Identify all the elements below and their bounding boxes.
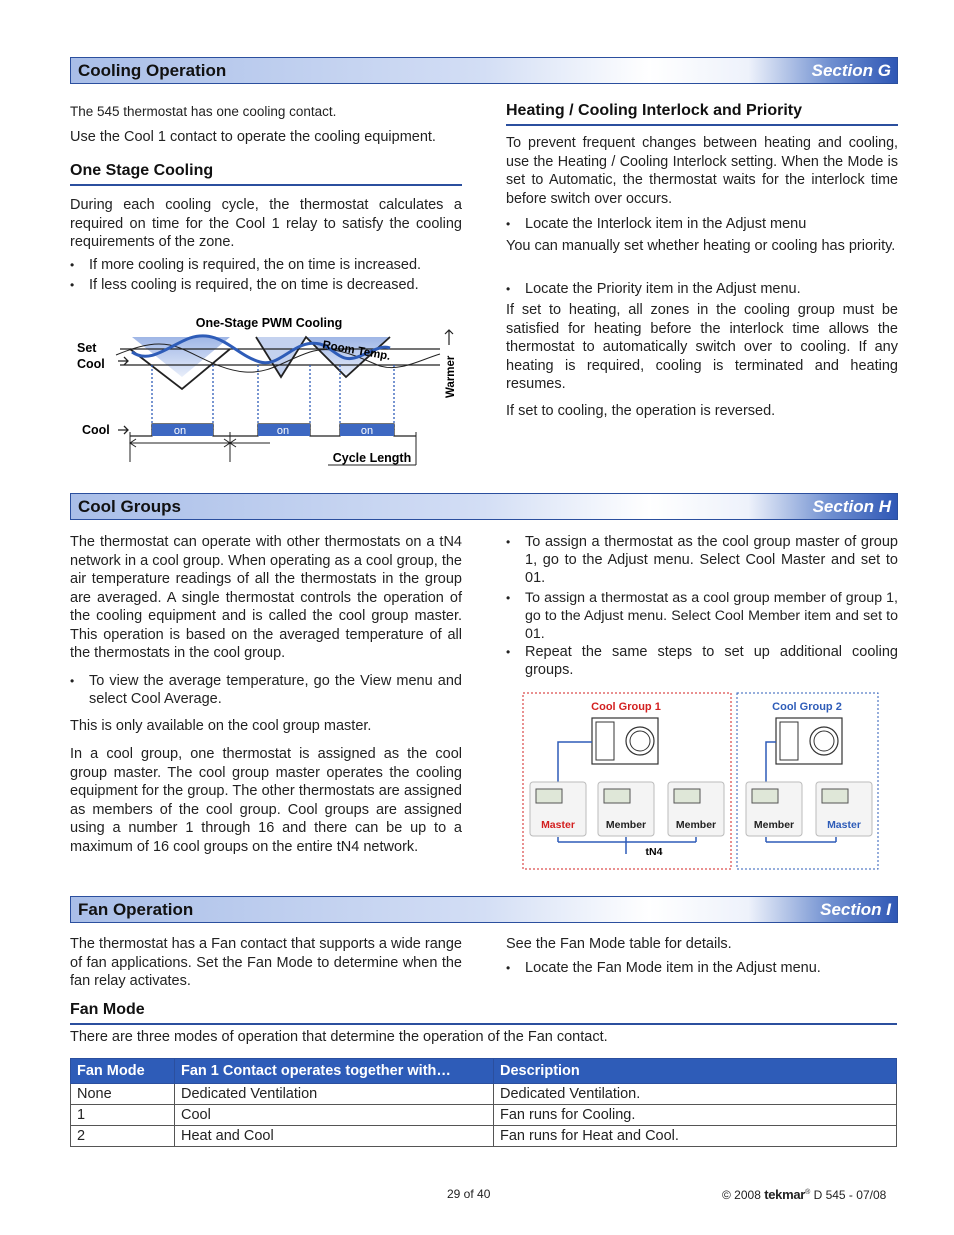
cool-groups-diagram xyxy=(522,692,880,872)
fan-mode-table xyxy=(70,1058,897,1147)
table-row xyxy=(71,1126,897,1147)
subheading-one-stage-cooling: One Stage Cooling xyxy=(70,162,462,186)
paragraph: The thermostat has a Fan contact that supports a wide range of fan applications. Set the Fan Mode to determine when the fan relay activates. xyxy=(70,936,462,989)
cool-label: Cool xyxy=(77,357,105,371)
paragraph: You can manually set whether heating or cooling has priority. xyxy=(506,238,896,254)
section-g-header xyxy=(70,57,898,84)
paragraph: The thermostat can operate with other thermostats on a tN4 network in a cool group. When operating as a cool group, the air temperature readings of all the thermostats in the group are averaged. A single thermostat controls the operation of the cooling equipment and is called the cool group master. This operation is based on the averaged temperature of all the thermostats in the cool group. xyxy=(70,534,462,661)
section-title: Fan Operation xyxy=(78,900,194,919)
cool-output-label: Cool xyxy=(82,423,110,437)
table-cell: Fan runs for Cooling. xyxy=(494,1105,897,1126)
section-title: Cooling Operation xyxy=(78,61,227,80)
document-code: D 545 - 07/08 xyxy=(813,1188,887,1202)
group2-label: Cool Group 2 xyxy=(772,701,842,713)
table-row xyxy=(71,1105,897,1126)
thermostat-icon xyxy=(668,782,724,836)
column-header: Fan Mode xyxy=(71,1059,175,1084)
table-cell: None xyxy=(71,1084,175,1105)
section-title: Cool Groups xyxy=(78,497,181,516)
bullet-item: • If more cooling is required, the on time is increased. xyxy=(70,256,462,274)
subheading-fan-mode: Fan Mode xyxy=(70,1001,897,1025)
thermostat-icon xyxy=(530,782,586,836)
cooling-unit-icon xyxy=(776,718,842,764)
unit-label: Member xyxy=(605,819,647,831)
dimension-arrow xyxy=(130,439,230,447)
bullet-item: • Repeat the same steps to set up additional cooling groups. xyxy=(506,643,898,679)
bullet-item: • Locate the Priority item in the Adjust menu. xyxy=(506,280,898,298)
unit-label: Member xyxy=(753,819,795,831)
thermostat-icon xyxy=(816,782,872,836)
paragraph: The 545 thermostat has one cooling contact. xyxy=(70,104,337,119)
page-number: 29 of 40 xyxy=(447,1187,491,1201)
paragraph: Use the Cool 1 contact to operate the cooling equipment. xyxy=(70,129,436,145)
bullet-item: • To assign a thermostat as a cool group member of group 1, go to the Adjust menu. Select Cool Member item and set to 01. xyxy=(506,589,898,643)
on-label: on xyxy=(276,425,290,437)
paragraph: If set to cooling, the operation is reversed. xyxy=(506,403,776,419)
table-cell: Heat and Cool xyxy=(175,1126,494,1147)
network-label: tN4 xyxy=(645,846,663,858)
section-label: Section G xyxy=(811,61,891,80)
table-cell: 2 xyxy=(71,1126,175,1147)
section-h-header xyxy=(70,493,898,520)
section-label: Section I xyxy=(820,900,891,919)
cooling-unit-icon xyxy=(592,718,658,764)
column-header: Description xyxy=(494,1059,897,1084)
bullet-item: • If less cooling is required, the on time is decreased. xyxy=(70,276,462,294)
arrow-right-icon xyxy=(118,426,128,434)
diagram-title: One-Stage PWM Cooling xyxy=(195,316,343,330)
bullet-item: • To assign a thermostat as the cool group master of group 1, go to the Adjust menu. Select Cool Master and set to 01. xyxy=(506,533,898,587)
arrow-right-icon xyxy=(118,357,128,365)
brand-logo: tekmar xyxy=(764,1187,806,1202)
bullet-item: • To view the average temperature, go the View menu and select Cool Average. xyxy=(70,672,462,708)
paragraph: There are three modes of operation that determine the operation of the Fan contact. xyxy=(70,1029,608,1045)
thermostat-icon xyxy=(598,782,654,836)
paragraph: To prevent frequent changes between heating and cooling, use the Heating / Cooling Interlock setting. When the Mode is set to Automatic, the thermostat waits for the interlock time before switch over occurs. xyxy=(506,135,898,207)
arrow-up-icon xyxy=(445,330,453,345)
section-i-header xyxy=(70,896,898,923)
table-row xyxy=(71,1084,897,1105)
footer-copyright: © 2008 tekmar® D 545 - 07/08 xyxy=(722,1187,887,1202)
paragraph: In a cool group, one thermostat is assigned as the cool group master. The cool group master operates the cooling equipment for the group. The other thermostats are assigned as members of the cool group. Cool groups are assigned using a number 1 through 16 and there can be up to a maximum of 16 cool groups on the entire tN4 network. xyxy=(70,746,462,855)
table-cell: Cool xyxy=(175,1105,494,1126)
paragraph: See the Fan Mode table for details. xyxy=(506,936,732,952)
room-temp-label: Room Temp. xyxy=(321,339,392,363)
warmer-label: Warmer xyxy=(445,355,457,398)
paragraph: If set to heating, all zones in the cooling group must be satisfied for heating before the interlock time allows the thermostat to automatically switch over to cooling. If any heating is required, cooling is terminated and heating resumes. xyxy=(506,302,898,392)
group1-label: Cool Group 1 xyxy=(591,701,661,713)
table-header-row xyxy=(71,1059,897,1084)
on-label: on xyxy=(360,425,374,437)
unit-label: Master xyxy=(827,819,861,831)
pwm-cooling-diagram xyxy=(70,310,470,470)
table-cell: Fan runs for Heat and Cool. xyxy=(494,1126,897,1147)
subheading-interlock: Heating / Cooling Interlock and Priority xyxy=(506,102,898,126)
column-header: Fan 1 Contact operates together with… xyxy=(175,1059,494,1084)
paragraph: This is only available on the cool group master. xyxy=(70,718,372,734)
table-cell: Dedicated Ventilation. xyxy=(494,1084,897,1105)
table-cell: 1 xyxy=(71,1105,175,1126)
copyright: © 2008 xyxy=(722,1188,761,1202)
unit-label: Member xyxy=(675,819,717,831)
unit-label: Master xyxy=(541,819,575,831)
table-cell: Dedicated Ventilation xyxy=(175,1084,494,1105)
bullet-item: • Locate the Interlock item in the Adjust menu xyxy=(506,215,898,233)
on-label: on xyxy=(173,425,187,437)
section-label: Section H xyxy=(812,497,891,516)
set-label: Set xyxy=(77,341,97,355)
thermostat-icon xyxy=(746,782,802,836)
paragraph: During each cooling cycle, the thermostat calculates a required on time for the Cool 1 relay to satisfy the cooling requirements of the zone. xyxy=(70,197,462,250)
cycle-length-label: Cycle Length xyxy=(332,451,412,465)
bullet-item: • Locate the Fan Mode item in the Adjust menu. xyxy=(506,959,898,977)
